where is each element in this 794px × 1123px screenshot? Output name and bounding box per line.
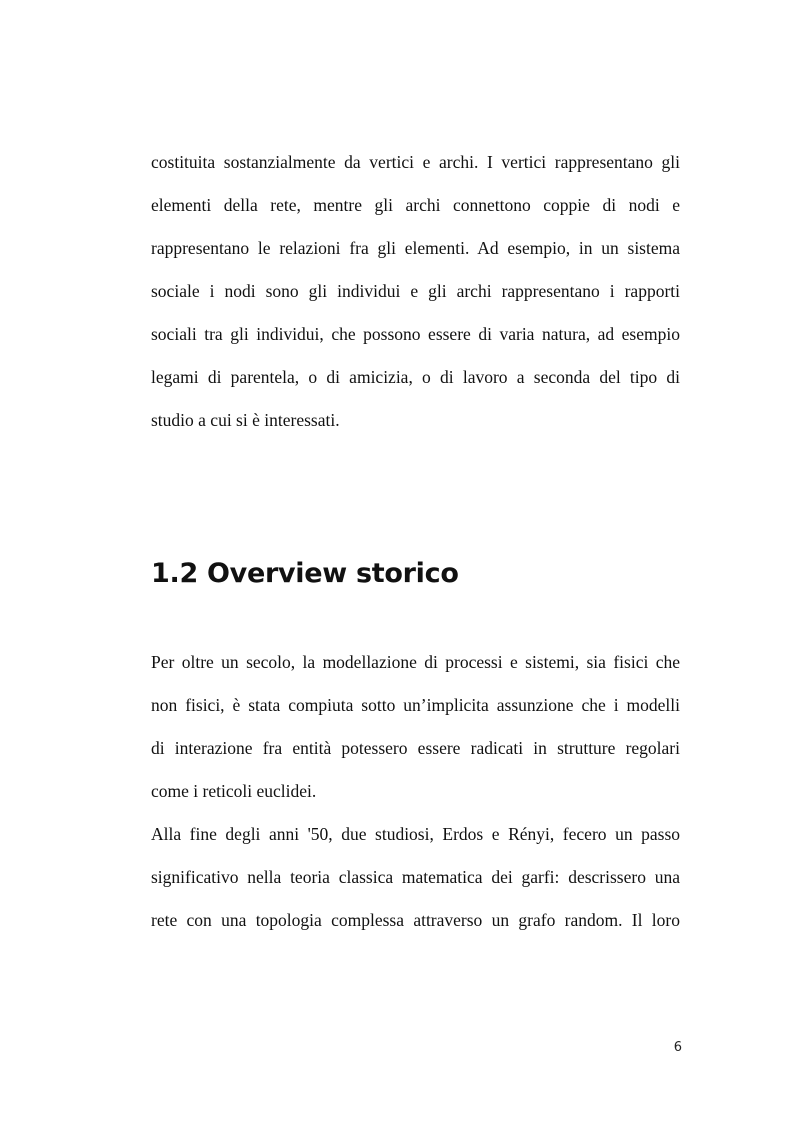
body-paragraph [151,141,680,442]
page-number: 6 [673,1040,682,1055]
body-paragraph [151,813,680,942]
body-paragraph [151,641,680,813]
text-line: non fisici, è stata compiuta sotto un’implicita assunzione che i modelli [151,695,680,715]
text-line: sociali tra gli individui, che possono essere di varia natura, ad esempio [151,324,680,344]
text-line: rappresentano le relazioni fra gli elementi. Ad esempio, in un sistema [151,238,680,258]
text-line: legami di parentela, o di amicizia, o di lavoro a seconda del tipo di [151,367,680,387]
text-line: Alla fine degli anni '50, due studiosi, Erdos e Rényi, fecero un passo [151,824,680,844]
text-line: rete con una topologia complessa attraverso un grafo random. Il loro [151,910,680,930]
text-line: di interazione fra entità potessero essere radicati in strutture regolari [151,738,680,758]
text-line: elementi della rete, mentre gli archi connettono coppie di nodi e [151,195,680,215]
text-line: come i reticoli euclidei. [151,781,317,801]
text-line: sociale i nodi sono gli individui e gli archi rappresentano i rapporti [151,281,680,301]
text-line: significativo nella teoria classica matematica dei garfi: descrissero una [151,867,680,887]
text-line: Per oltre un secolo, la modellazione di processi e sistemi, sia fisici che [151,652,680,672]
text-line: costituita sostanzialmente da vertici e archi. I vertici rappresentano gli [151,152,680,172]
text-line: studio a cui si è interessati. [151,410,340,430]
section-heading: 1.2 Overview storico [151,558,459,589]
